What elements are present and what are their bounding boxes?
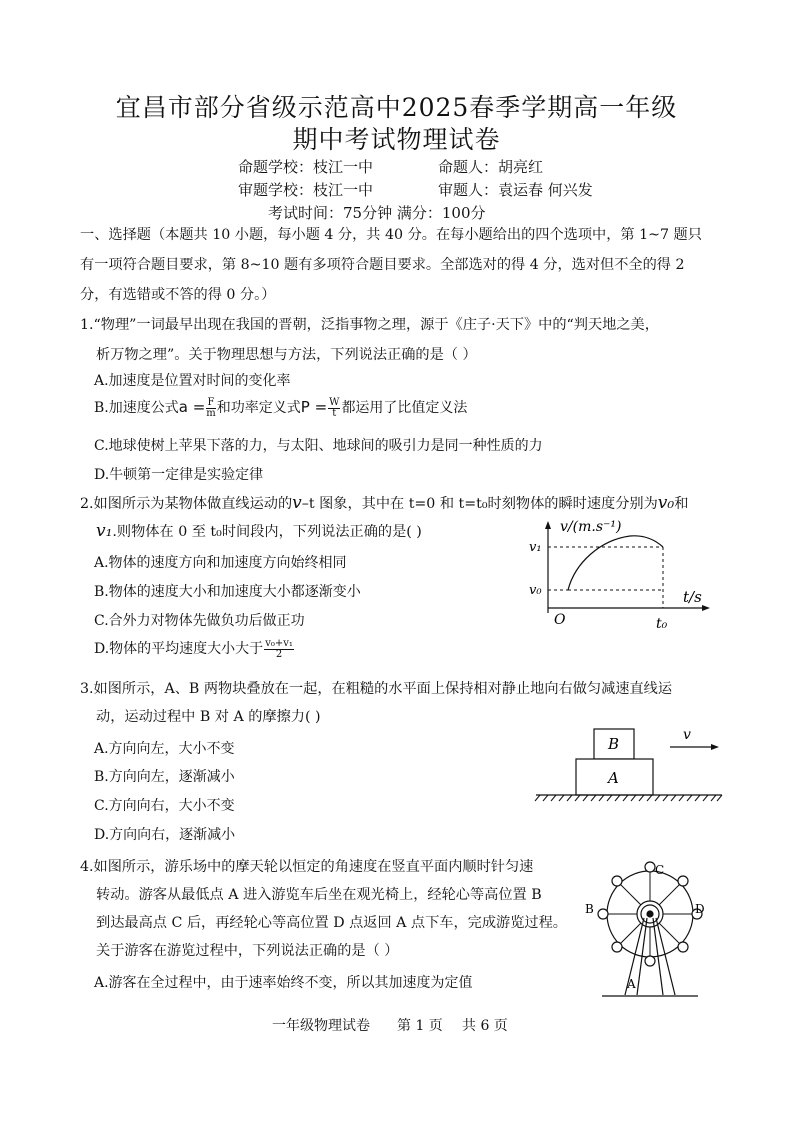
exam-info: 考试时间：75分钟 满分：100分 <box>268 204 486 222</box>
vt-graph-xlabel: t/s <box>683 588 702 606</box>
q1-option-a: A.加速度是位置对时间的变化率 <box>94 373 291 389</box>
wheel-center <box>647 911 653 917</box>
section-instructions-line1: 一、选择题（本题共 10 小题，每小题 4 分，共 40 分。在每小题给出的四个选项中，第 1~7 题只 <box>80 227 702 243</box>
q2-var-v1: v₁ <box>96 521 113 541</box>
formula-acceleration-lhs: a = <box>178 398 206 416</box>
q1-option-b-pre: B.加速度公式 <box>94 400 179 416</box>
formula-acceleration-fraction <box>206 398 215 419</box>
vt-graph-curve <box>568 536 663 590</box>
velocity-arrowhead <box>711 744 719 750</box>
q2-var-v: v <box>292 493 302 513</box>
vt-graph-v0-label: v₀ <box>529 583 542 598</box>
q4-stem-line3: 到达最高点 C 后，再经轮心等高位置 D 点返回 A 点下车，完成游览过程。 <box>96 915 567 931</box>
q2-stem-post: 和 <box>674 496 689 512</box>
vt-graph-x-arrow <box>702 605 710 611</box>
q2-stem-line2 <box>96 516 422 547</box>
q3-option-a: A.方向向左，大小不变 <box>94 741 235 757</box>
q3-stem-line2: 动，运动过程中 B 对 A 的摩擦力( ) <box>96 709 321 725</box>
blocks-figure <box>530 722 730 804</box>
formula-acceleration-num: F <box>207 396 215 408</box>
q1-option-c: C.地球使树上苹果下落的力，与太阳、地球间的吸引力是同一种性质的力 <box>94 438 543 454</box>
proposer-school: 命题学校：枝江一中 <box>238 158 374 176</box>
q4-stem-line4: 关于游客在游览过程中，下列说法正确的是（ ） <box>96 943 399 959</box>
formula-power-den: t <box>332 407 337 419</box>
q4-stem-line1: 4.如图所示，游乐场中的摩天轮以恒定的角速度在竖直平面内顺时针匀速 <box>80 859 534 875</box>
q3-option-c: C.方向向右，大小不变 <box>94 798 235 814</box>
wheel-label-c: C <box>655 863 665 877</box>
q2-option-d-den: 2 <box>275 648 283 660</box>
vt-graph-v1-label: v₁ <box>529 540 542 555</box>
formula-acceleration-den: m <box>206 407 216 419</box>
q2-option-b: B.物体的速度大小和加速度大小都逐渐变小 <box>94 584 361 600</box>
q2-option-c: C.合外力对物体先做负功后做正功 <box>94 613 305 629</box>
q1-option-b-post: 都运用了比值定义法 <box>341 400 468 416</box>
q2-option-d-fraction <box>264 639 294 660</box>
exam-title-line1: 宜昌市部分省级示范高中2025春季学期高一年级 <box>115 93 678 122</box>
q1-stem-line1: 1.“物理”一词最早出现在我国的晋朝，泛指事物之理，源于《庄子·天下》中的“判天地之美， <box>80 317 659 333</box>
formula-power-fraction <box>328 398 340 419</box>
q2-stem-mid: –t 图象，其中在 t=0 和 t=t₀时刻物体的瞬时速度分别为 <box>301 496 658 512</box>
section-instructions-line3: 分，有选错或不答的得 0 分。） <box>80 287 276 303</box>
q2-stem-pre: 2.如图所示为某物体做直线运动的 <box>80 496 293 512</box>
reviewer: 审题人：袁运春 何兴发 <box>438 181 593 199</box>
q2-option-d-text: D.物体的平均速度大小大于 <box>94 641 264 657</box>
vt-graph-origin: O <box>554 612 566 628</box>
exam-title-line2: 期中考试物理试卷 <box>292 125 501 154</box>
q1-option-b-mid: 和功率定义式 <box>216 400 301 416</box>
velocity-label: v <box>683 727 691 743</box>
wheel-label-d: D <box>695 902 705 916</box>
q2-option-d-num: v₀+v₁ <box>265 637 293 649</box>
section-instructions-line2: 有一项符合题目要求，第 8~10 题有多项符合题目要求。全部选对的得 4 分，选对但不全的得 2 <box>80 257 685 273</box>
footer-page-number: 第 1 页 <box>397 1018 443 1034</box>
ferris-wheel-figure <box>575 858 725 1003</box>
formula-power-lhs: P = <box>300 398 328 416</box>
block-b-label: B <box>608 735 620 753</box>
q2-stem-line1 <box>80 488 688 519</box>
q3-option-b: B.方向向左，逐渐减小 <box>94 769 235 785</box>
footer-page-total: 共 6 页 <box>462 1018 508 1034</box>
vt-graph-t0-label: t₀ <box>656 616 668 632</box>
q2-stem-line2-text: .则物体在 0 至 t₀时间段内，下列说法正确的是( ) <box>112 524 422 540</box>
wheel-label-a: A <box>627 977 636 991</box>
q2-var-v0: v₀ <box>657 493 675 513</box>
ground-hatching <box>535 795 722 801</box>
q1-option-b <box>94 397 467 419</box>
q4-option-a: A.游客在全过程中，由于速率始终不变，所以其加速度为定值 <box>94 975 473 991</box>
q3-option-d: D.方向向右，逐渐减小 <box>94 827 236 843</box>
q4-stem-line2: 转动。游客从最低点 A 进入游览车后坐在观光椅上，经轮心等高位置 B <box>96 887 542 903</box>
vt-graph <box>520 518 720 633</box>
proposer: 命题人：胡亮红 <box>438 158 544 176</box>
q2-option-d <box>94 638 295 660</box>
vt-graph-ylabel: v/(m.s⁻¹) <box>560 519 622 535</box>
q3-stem-line1: 3.如图所示，A、B 两物块叠放在一起，在粗糙的水平面上保持相对静止地向右做匀减速直线运 <box>80 681 673 697</box>
vt-graph-y-arrow <box>545 521 551 529</box>
wheel-label-b: B <box>585 902 594 916</box>
q1-option-d: D.牛顿第一定律是实验定律 <box>94 467 264 483</box>
q1-stem-line2: 析万物之理”。关于物理思想与方法，下列说法正确的是（ ） <box>96 347 477 363</box>
formula-power-num: W <box>329 396 340 408</box>
q2-option-a: A.物体的速度方向和加速度方向始终相同 <box>94 555 347 571</box>
reviewer-school: 审题学校：枝江一中 <box>238 181 374 199</box>
footer-subject: 一年级物理试卷 <box>272 1018 370 1034</box>
block-a-label: A <box>608 769 619 787</box>
